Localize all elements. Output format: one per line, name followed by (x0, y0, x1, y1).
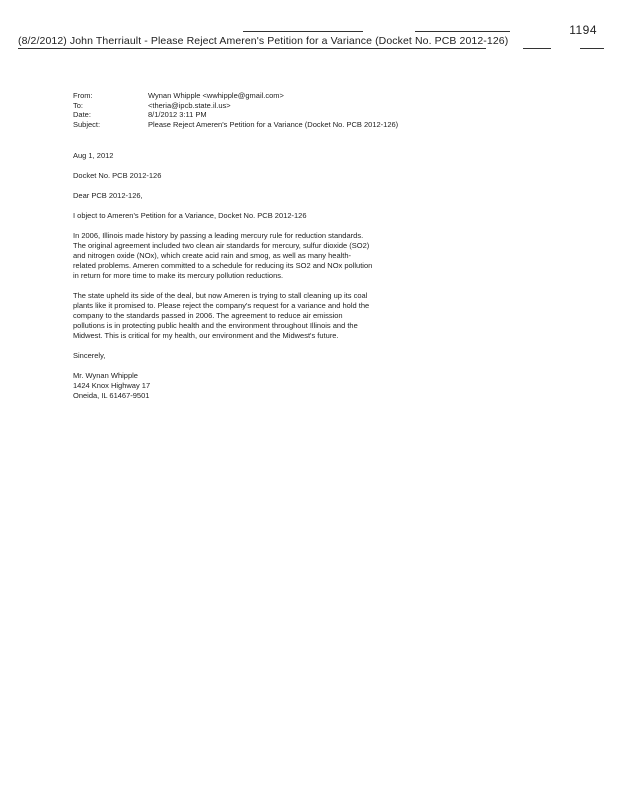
page-number: 1194 (569, 23, 597, 37)
header-rule-right-1 (523, 48, 551, 49)
letter-subject-line: I object to Ameren's Petition for a Variance, Docket No. PCB 2012-126 (73, 211, 307, 220)
header-value: Wynan Whipple <wwhipple@gmail.com> (148, 91, 284, 100)
header-from (73, 91, 398, 101)
header-value: <theria@ipcb.state.il.us> (148, 100, 231, 110)
letter-date: Aug 1, 2012 (73, 151, 114, 160)
letter-body (73, 151, 373, 401)
signature-name: Mr. Wynan Whipple (73, 371, 138, 380)
header-underline (18, 48, 486, 49)
letter-docket: Docket No. PCB 2012-126 (73, 171, 162, 180)
letter-paragraph-1: In 2006, Illinois made history by passing a leading mercury rule for reduction standards. The original agreement included two clean air standards for mercury, sulfur dioxide (SO2) and nitrogen oxide (NOx), which create acid rain and smog, as well as many health-related problems. Ameren committed to a schedule for reducing its SO2 and NOx pollution in return for more time to make its mercury pollution reductions. (73, 231, 373, 280)
header-label: Date: (73, 110, 91, 120)
letter-closing: Sincerely, (73, 351, 106, 360)
header-title: (8/2/2012) John Therriault - Please Reject Ameren's Petition for a Variance (Docket No. PCB 2012-126) (18, 35, 509, 47)
header-subject (73, 120, 398, 130)
header-label: From: (73, 91, 93, 100)
header-date (73, 110, 398, 120)
header-top-rule (243, 31, 363, 32)
letter-salutation: Dear PCB 2012-126, (73, 191, 143, 200)
signature-address: 1424 Knox Highway 17 (73, 381, 151, 390)
letter-signature (73, 371, 373, 401)
header-rule-right-2 (580, 48, 604, 49)
header-label: Subject: (73, 119, 101, 129)
signature-city: Oneida, IL 61467-9501 (73, 391, 150, 400)
email-headers (73, 91, 398, 129)
header-value: 8/1/2012 3:11 PM (148, 110, 207, 120)
header-label: To: (73, 100, 84, 110)
header-to (73, 101, 398, 111)
header-value: Please Reject Ameren's Petition for a Variance (Docket No. PCB 2012-126) (148, 119, 399, 129)
letter-paragraph-2: The state upheld its side of the deal, but now Ameren is trying to stall cleaning up its coal plants like it promised to. Please reject the company's request for a variance and hold the company to the standards passed in 2006. The agreement to reduce air emission pollutions is in protecting public health and the environment throughout Illinois and the Midwest. This is critical for my health, our environment and the Midwest's future. (73, 291, 370, 340)
header-top-rule-right (415, 31, 510, 32)
